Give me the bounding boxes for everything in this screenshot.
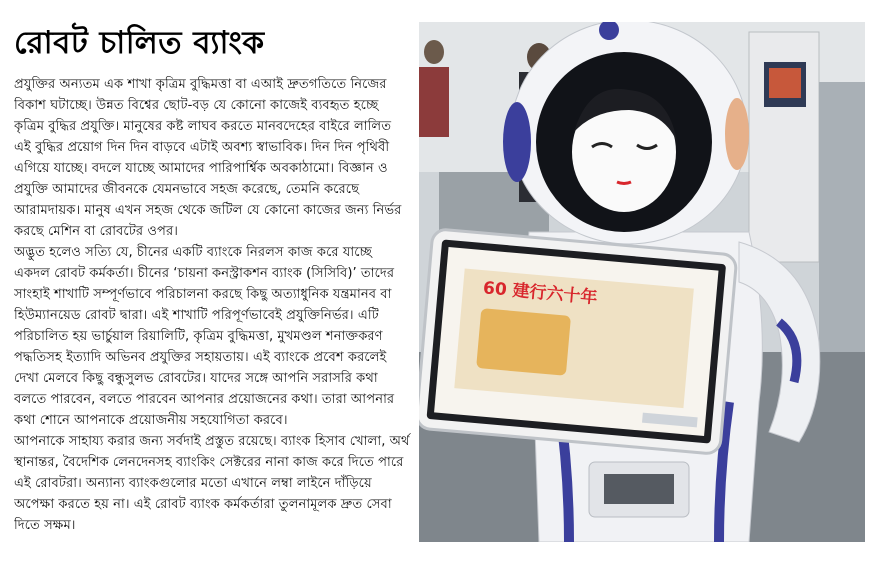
headline: রোবট চালিত ব্যাংক (14, 25, 265, 61)
paragraph: অদ্ভুত হলেও সত্যি যে, চীনের একটি ব্যাংকে নিরলস কাজ করে যাচ্ছে একদল রোবট কর্মকর্তা। চীনের ‘চায়না কনস্ট্রাকশন ব্যাংক (সিসিবি)’ তাদের সাংহাই শাখাটি সম্পূর্ণভাবে পরিচালনা করছে কিছু অত্যাধুনিক যন্ত্রমানব বা হিউম্যানয়েড রোবট দ্বারা। এই শাখাটি পরিপূর্ণভাবেই প্রযুক্তিনির্ভর। এটি পরিচালিত হয় ভার্চুয়াল রিয়ালিটি, কৃত্রিম বুদ্ধিমত্তা, মুখমণ্ডল শনাক্তকরণ পদ্ধতিসহ ইত্যাদি অভিনব প্রযুক্তির সহায়তায়। এই ব্যাংকে প্রবেশ করলেই দেখা মেলবে কিছু বন্ধুসুলভ রোবটের। যাদের সঙ্গে আপনি সরাসরি কথা বলতে পারবেন, বলতে পারবেন আপনার প্রয়োজনের কথা। তারা আপনার কথা শোনে আপনাকে প্রয়োজনীয় সহযোগিতা করবে। (14, 245, 395, 428)
robot-photo (419, 22, 865, 542)
article (14, 22, 412, 552)
paragraph: প্রযুক্তির অন্যতম এক শাখা কৃত্রিম বুদ্ধিমত্তা বা এআই দ্রুতগতিতে নিজের বিকাশ ঘটাচ্ছে। উন্নত বিশ্বের ছোট-বড় যে কোনো কাজেই ব্যবহৃত হচ্ছে কৃত্রিম বুদ্ধির প্রযুক্তি। মানুষের কষ্ট লাঘব করতে মানবদেহের বাইরে লালিত এই বুদ্ধির প্রয়োগ দিন দিন বাড়বে এটাই অবশ্য স্বাভাবিক। দিন দিন পৃথিবী এগিয়ে যাচ্ছে। বদলে যাচ্ছে আমাদের পারিপার্শ্বিক অবকাঠামো। বিজ্ঞান ও প্রযুক্তি আমাদের জীবনকে যেমনভাবে সহজ করেছে, তেমনি করেছে আরামদায়ক। মানুষ এখন সহজ থেকে জটিল যে কোনো কাজের জন্য নির্ভর করছে মেশিন বা রোবটের ওপর। (14, 77, 402, 239)
article-body (14, 74, 412, 536)
robot-illustration (419, 22, 865, 542)
paragraph: আপনাকে সাহায্য করার জন্য সর্বদাই প্রস্তুত রয়েছে। ব্যাংক হিসাব খোলা, অর্থ স্থানান্তর, বৈদেশিক লেনদেনসহ ব্যাংকিং সেক্টরের নানা কাজ করে দিতে পারে এই রোবটরা। অন্যান্য ব্যাংকগুলোর মতো এখানে লম্বা লাইনে দাঁড়িয়ে অপেক্ষা করতে হয় না। এই রোবট ব্যাংক কর্মকর্তারা তুলনামূলক দ্রুত সেবা দিতে সক্ষম। (14, 434, 410, 533)
screen-caption: 60 建行六十年 (482, 278, 599, 309)
